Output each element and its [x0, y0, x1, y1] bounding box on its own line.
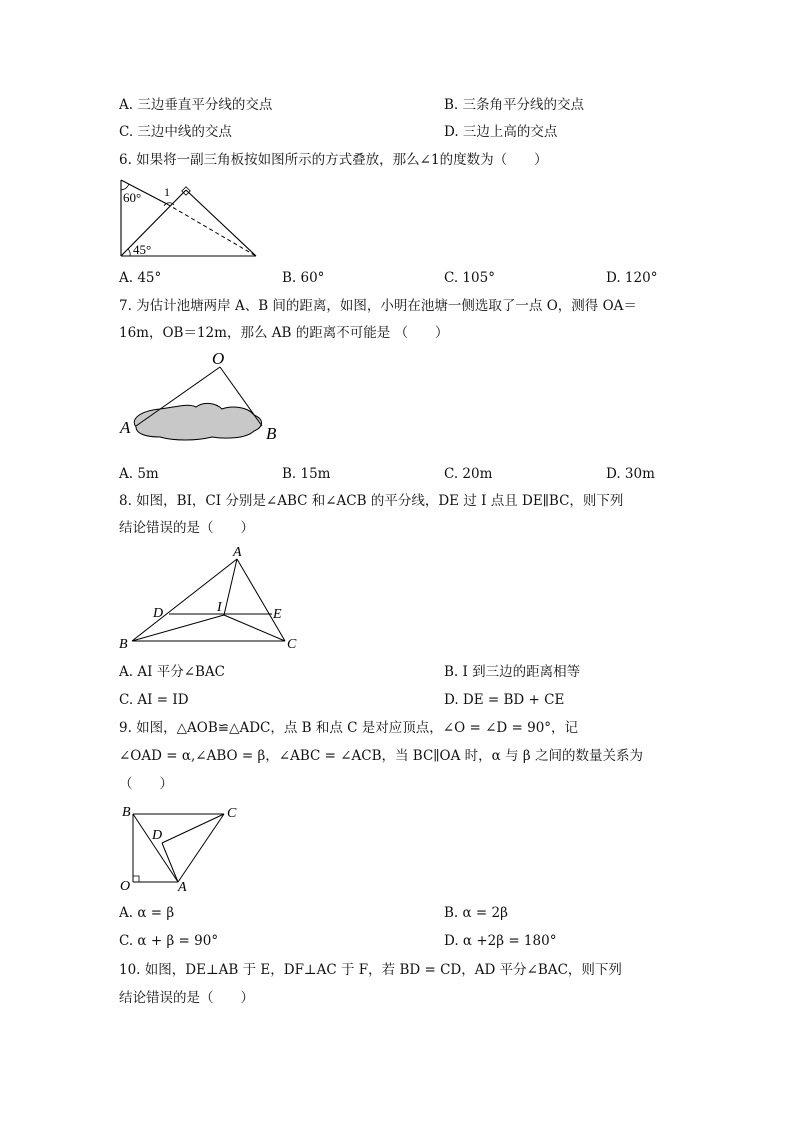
q7-option-b: B. 15m — [282, 466, 331, 482]
q9-option-c: C. α + β = 90° — [119, 933, 219, 949]
q7-pond-shape — [134, 403, 261, 440]
q5-option-a: A. 三边垂直平分线的交点 — [119, 97, 273, 113]
q9-figure-triangles — [114, 800, 244, 894]
q6-stem: 6. 如果将一副三角板按如图所示的方式叠放，那么∠1的度数为（ ） — [119, 152, 548, 168]
q8-label-B: B — [119, 637, 128, 652]
q9-stem-line2: ∠OAD = α,∠ABO = β，∠ABC = ∠ACB，当 BC∥OA 时，α 与 β 之间的数量关系为 — [119, 748, 643, 764]
q6-option-d: D. 120° — [606, 270, 658, 286]
q9-stem-line3: （ ） — [119, 776, 173, 792]
q6-option-b: B. 60° — [282, 270, 325, 286]
q8-figure-triangle — [114, 542, 304, 654]
q6-option-c: C. 105° — [444, 270, 495, 286]
q9-label-O: O — [120, 879, 131, 894]
q6-label-1: 1 — [164, 185, 170, 199]
q6-label-45: 45° — [133, 242, 152, 257]
q7-label-O: O — [212, 349, 225, 368]
q9-option-b: B. α = 2β — [444, 905, 508, 921]
q8-line-AC — [237, 559, 285, 641]
q8-option-b: B. I 到三边的距离相等 — [444, 664, 581, 680]
q8-option-c: C. AI = ID — [119, 692, 189, 708]
q7-label-A: A — [120, 418, 131, 437]
q7-label-B: B — [266, 424, 277, 443]
q7-option-c: C. 20m — [444, 466, 493, 482]
q7-stem-line2: 16m，OB＝12m，那么 AB 的距离不可能是 （ ） — [119, 325, 449, 341]
q8-option-d: D. DE = BD + CE — [444, 692, 565, 708]
q9-line-DA — [162, 843, 178, 882]
q5-option-b: B. 三条角平分线的交点 — [444, 97, 585, 113]
q9-line-CA — [178, 814, 224, 882]
q10-stem-line2: 结论错误的是（ ） — [119, 990, 254, 1006]
q7-figure-pond — [114, 345, 294, 445]
q9-label-C: C — [227, 806, 237, 821]
q8-stem-line1: 8. 如图，BI，CI 分别是∠ABC 和∠ACB 的平分线，DE 过 I 点且 DE∥BC，则下列 — [119, 493, 624, 509]
q9-label-B: B — [122, 805, 131, 820]
q6-option-a: A. 45° — [119, 270, 162, 286]
q8-label-D: D — [153, 606, 164, 621]
q8-label-I: I — [217, 600, 222, 615]
q9-label-A: A — [178, 880, 187, 894]
q7-option-d: D. 30m — [606, 466, 655, 482]
q9-label-D: D — [152, 828, 163, 843]
q10-stem-line1: 10. 如图，DE⊥AB 于 E，DF⊥AC 于 F，若 BD = CD，AD 平分∠BAC，则下列 — [119, 962, 622, 978]
q9-option-a: A. α = β — [119, 905, 175, 921]
q7-option-a: A. 5m — [119, 466, 159, 482]
q8-line-BI — [132, 615, 224, 641]
q9-right-angle-mark — [133, 876, 139, 882]
q8-label-E: E — [273, 607, 282, 622]
q6-label-60: 60° — [123, 190, 142, 205]
q6-right-angle-mark — [182, 187, 190, 195]
q8-stem-line2: 结论错误的是（ ） — [119, 520, 254, 536]
q8-label-A: A — [233, 545, 242, 560]
q9-option-d: D. α +2β = 180° — [444, 933, 557, 949]
q8-option-a: A. AI 平分∠BAC — [119, 664, 226, 680]
q8-label-C: C — [287, 637, 297, 652]
q9-line-BA — [133, 814, 178, 882]
q5-option-c: C. 三边中线的交点 — [119, 124, 232, 140]
q5-option-d: D. 三边上高的交点 — [444, 124, 558, 140]
q9-stem-line1: 9. 如图，△AOB≌△ADC，点 B 和点 C 是对应顶点，∠O = ∠D = 90°，记 — [119, 720, 579, 736]
q6-angle45-arc — [128, 249, 130, 256]
q7-stem-line1: 7. 为估计池塘两岸 A、B 间的距离，如图，小明在池塘一侧选取了一点 O，测得 OA＝ — [119, 298, 637, 314]
q6-line-dashed — [167, 204, 256, 256]
q6-line-right — [186, 190, 256, 256]
q6-figure-triangles — [112, 174, 262, 262]
